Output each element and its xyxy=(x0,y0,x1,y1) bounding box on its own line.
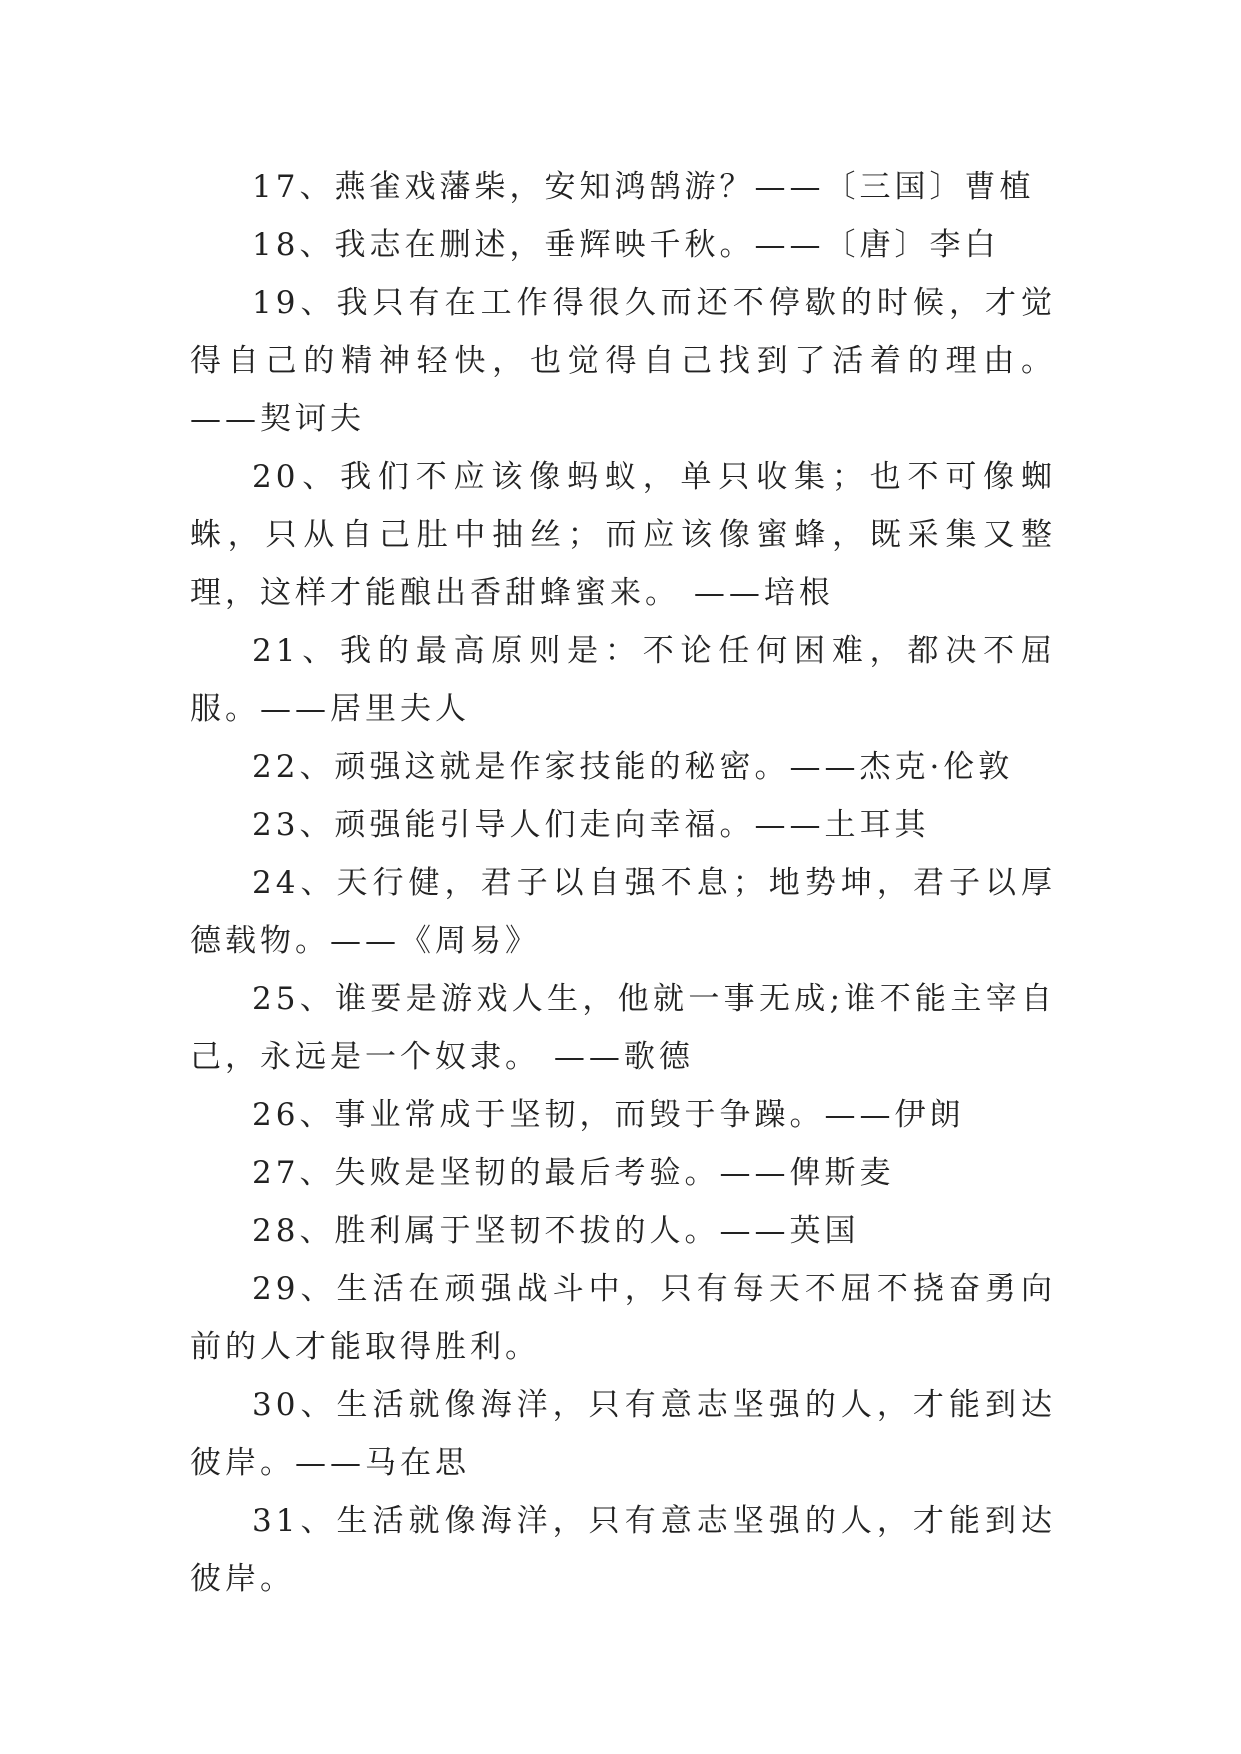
quote-28: 28、胜利属于坚韧不拔的人。——英国 xyxy=(252,1213,860,1249)
quote-18: 18、我志在删述，垂辉映千秋。——〔唐〕李白 xyxy=(252,227,1000,263)
quote-31: 31、生活就像海洋，只有意志坚强的人，才能到达彼岸。 xyxy=(190,1503,1056,1597)
quote-25: 25、谁要是游戏人生，他就一事无成;谁不能主宰自己，永远是一个奴隶。 ——歌德 xyxy=(190,981,1056,1075)
quote-list xyxy=(190,158,1056,1608)
quote-20: 20、我们不应该像蚂蚁，单只收集；也不可像蜘蛛，只从自己肚中抽丝；而应该像蜜蜂，既采集又整理，这样才能酿出香甜蜂蜜来。 ——培根 xyxy=(190,459,1056,611)
quote-19: 19、我只有在工作得很久而还不停歇的时候，才觉得自己的精神轻快，也觉得自己找到了活着的理由。 ——契诃夫 xyxy=(190,285,1056,437)
quote-24: 24、天行健，君子以自强不息；地势坤，君子以厚德载物。——《周易》 xyxy=(190,865,1056,959)
quote-23: 23、顽强能引导人们走向幸福。——土耳其 xyxy=(252,807,930,843)
quote-26: 26、事业常成于坚韧，而毁于争躁。——伊朗 xyxy=(252,1097,965,1133)
quote-17: 17、燕雀戏藩柴，安知鸿鹄游？——〔三国〕曹植 xyxy=(252,169,1035,205)
quote-30: 30、生活就像海洋，只有意志坚强的人，才能到达彼岸。——马在思 xyxy=(190,1387,1056,1481)
quote-22: 22、顽强这就是作家技能的秘密。——杰克·伦敦 xyxy=(252,749,1014,785)
quote-27: 27、失败是坚韧的最后考验。——俾斯麦 xyxy=(252,1155,895,1191)
quote-21: 21、我的最高原则是：不论任何困难，都决不屈服。——居里夫人 xyxy=(190,633,1056,727)
quote-29: 29、生活在顽强战斗中，只有每天不屈不挠奋勇向前的人才能取得胜利。 xyxy=(190,1271,1056,1365)
